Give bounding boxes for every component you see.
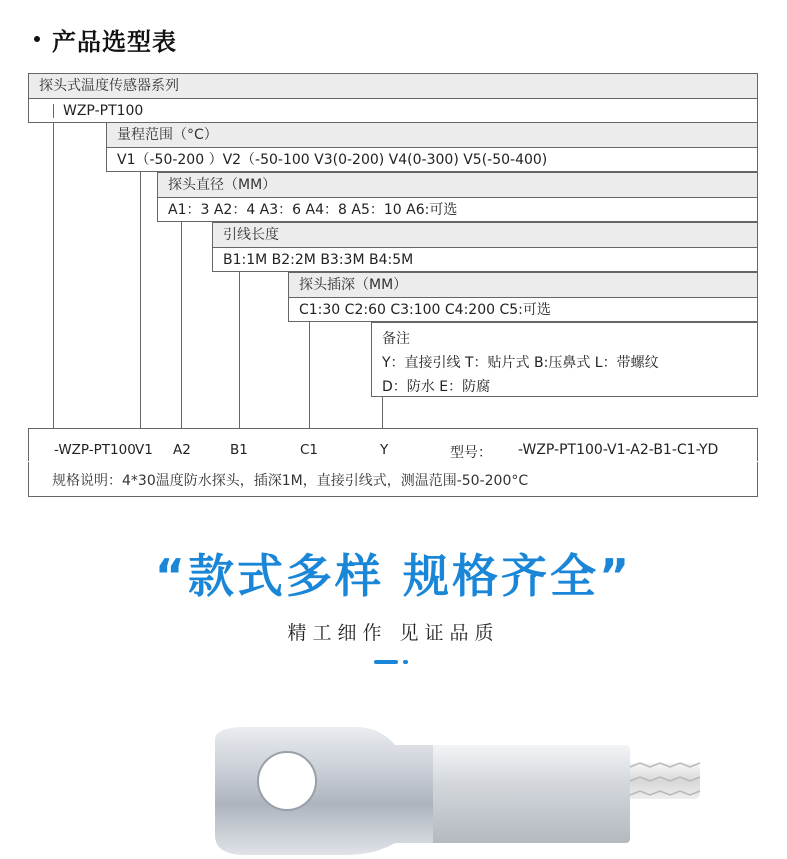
accent-dot	[403, 660, 408, 664]
summary-code-notes: Y	[380, 442, 389, 458]
connector-line-notes	[382, 397, 383, 428]
depth-options: C1:30 C2:60 C3:100 C4:200 C5:可选	[299, 302, 551, 318]
diameter-label-row	[157, 172, 758, 197]
slogan-title: “款式多样 规格齐全”	[154, 549, 633, 603]
connector-line-depth	[309, 322, 310, 428]
bullet-dot	[34, 36, 40, 42]
lead-length-options: B1:1M B2:2M B3:3M B4:5M	[223, 252, 414, 268]
summary-code-diameter: A2	[173, 442, 191, 458]
notes-box	[371, 322, 758, 397]
range-label-row	[106, 122, 758, 147]
notes-label: 备注	[382, 331, 410, 347]
range-label: 量程范围（°C）	[117, 127, 218, 143]
lead-length-label: 引线长度	[223, 227, 279, 243]
series-model-row	[28, 98, 758, 123]
diameter-options: A1：3 A2：4 A3：6 A4：8 A5：10 A6:可选	[168, 202, 458, 218]
probe-tube	[430, 745, 630, 843]
depth-label-row	[288, 272, 758, 297]
probe-lug	[215, 727, 433, 855]
summary-code-depth: C1	[300, 442, 319, 458]
accent-bar	[374, 660, 398, 664]
heading-text: 产品选型表	[52, 28, 177, 56]
summary-code-model: -WZP-PT100	[54, 442, 136, 458]
lead-length-label-row	[212, 222, 758, 247]
series-tick	[53, 104, 54, 118]
summary-model-label: 型号：	[450, 445, 492, 461]
section-heading	[34, 22, 177, 57]
depth-options-row	[288, 297, 758, 322]
lead-length-options-row	[212, 247, 758, 272]
range-options-row	[106, 147, 758, 172]
series-label-row	[28, 73, 758, 98]
summary-code-range: V1	[135, 442, 153, 458]
connector-line-lead	[239, 272, 240, 428]
series-label: 探头式温度传感器系列	[39, 78, 179, 94]
diameter-label: 探头直径（MM）	[168, 177, 277, 193]
summary-code-lead: B1	[230, 442, 248, 458]
connector-line-model	[53, 122, 54, 428]
notes-line-2: D：防水 E：防腐	[382, 379, 491, 395]
diameter-options-row	[157, 197, 758, 222]
summary-divider	[28, 461, 758, 462]
connector-line-diameter	[181, 222, 182, 428]
summary-spec: 规格说明：4*30温度防水探头，插深1M，直接引线式，测温范围-50-200°C	[52, 473, 529, 489]
probe-product-image	[205, 705, 705, 859]
probe-lug-hole	[258, 752, 316, 810]
probe-wire	[620, 763, 700, 799]
notes-line-1: Y：直接引线 T：贴片式 B:压鼻式 L：带螺纹	[382, 355, 659, 371]
slogan-subtitle: 精工细作 见证品质	[287, 622, 500, 644]
connector-line-range	[140, 172, 141, 428]
depth-label: 探头插深（MM）	[299, 277, 408, 293]
series-model: WZP-PT100	[63, 103, 144, 119]
range-options: V1（-50-200 ）V2（-50-100 V3(0-200) V4(0-300) V5(-50-400)	[117, 152, 548, 168]
summary-model-value: -WZP-PT100-V1-A2-B1-C1-YD	[518, 442, 719, 458]
